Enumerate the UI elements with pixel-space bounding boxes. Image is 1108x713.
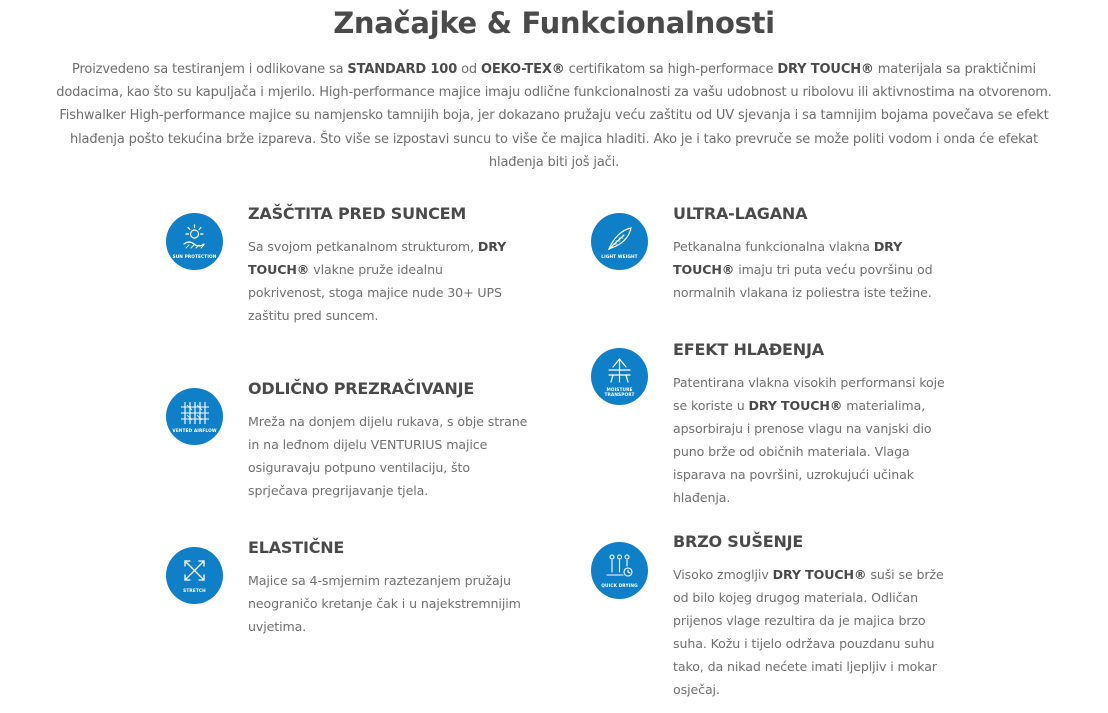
- intro-text: Proizvedeno sa testiranjem i odlikovane sa: [72, 62, 348, 77]
- icon-caption: LIGHT WEIGHT: [601, 255, 638, 260]
- intro-text: od: [457, 62, 481, 77]
- quick-drying-icon: [591, 542, 648, 599]
- icon-caption: TRANSPORT: [604, 393, 635, 398]
- feature-description: [673, 235, 958, 304]
- feature-text: Visoko zmogljiv: [673, 567, 773, 582]
- page-title: Značajke & Funkcionalnosti: [333, 6, 775, 40]
- icon-caption: SUN PROTECTION: [172, 255, 217, 260]
- feature-highlight: DRY TOUCH®: [673, 239, 903, 277]
- intro-highlight: DRY TOUCH®: [777, 62, 874, 77]
- feature-description: [248, 235, 523, 327]
- icon-caption: MOISTURE: [606, 388, 633, 393]
- feature-highlight: DRY TOUCH®: [772, 567, 867, 582]
- feature-title: ELASTIČNE: [248, 538, 345, 557]
- feature-title: ULTRA-LAGANA: [673, 204, 808, 223]
- sun-protection-icon: [166, 213, 223, 270]
- feature-description: [673, 563, 958, 701]
- feature-description: [673, 371, 958, 509]
- feature-text: imaju tri puta veću površinu od normalnih vlakana iz poliestra iste težine.: [673, 262, 933, 300]
- icon-caption: VENTED AIRFLOW: [172, 429, 217, 434]
- feature-text: suši se brže od bilo kojeg drugog materiala. Odličan prijenos vlage rezultira da je majica brzo suha. Kožu i tijelo održava pouzdanu suhu tako, da nikad nećete imati ljepljiv i mokar osječaj.: [673, 567, 944, 697]
- feature-title: BRZO SUŠENJE: [673, 532, 804, 551]
- intro-text: certifikatom sa high-performace: [564, 62, 778, 77]
- feature-text: Petkanalna funkcionalna vlakna: [673, 239, 874, 254]
- light-weight-icon: [591, 213, 648, 270]
- feature-title: ODLIČNO PREZRAČIVANJE: [248, 379, 475, 398]
- intro-highlight: STANDARD 100: [347, 62, 458, 77]
- feature-text: vlakne pruže idealnu pokrivenost, stoga majice nude 30+ UPS zaštitu pred suncem.: [248, 262, 502, 323]
- feature-title: EFEKT HLAĐENJA: [673, 340, 824, 359]
- feature-text: materialima, apsorbiraju i prenose vlagu na vanjski dio puno brže od običnih materiala. Vlaga isparava na površini, uzrokujući učinak hlađenja.: [673, 398, 932, 505]
- icon-caption: STRETCH: [183, 589, 206, 594]
- intro-text: materijala sa praktičnimi dodacima, kao što su kapuljača i mjerilo. High-performance majice imaju odlične funkcionalnosti za vašu udobnost u ribolovu ili aktivnostima na otvorenom. Fishwalker High-performance majice su namjensko tamnijih boja, jer dokazano pružaju veću zaštitu od UV sjevanja i sa tamnijim bojama povečava se efekt hlađenja pošto tekućina brže izpareva. Što više se izpostavi suncu to više če majica hladiti. Ako je i tako prevruče se može politi vodom i onda će efekat hlađenja biti još jači.: [56, 62, 1052, 170]
- moisture-transport-icon: [591, 348, 648, 405]
- feature-text: Patentirana vlakna visokih performansi koje se koriste u: [673, 375, 945, 413]
- vented-airflow-icon: [166, 388, 223, 445]
- feature-description: Majice sa 4-smjernim raztezanjem pružaju neograničo kretanje čak i u najekstremnijim uvjetima.: [248, 573, 521, 634]
- feature-title: ZAŠČTITA PRED SUNCEM: [248, 204, 467, 223]
- feature-highlight: DRY TOUCH®: [748, 398, 843, 413]
- intro-paragraph: [50, 58, 1058, 174]
- feature-text: Sa svojom petkanalnom strukturom,: [248, 239, 478, 254]
- intro-highlight: OEKO-TEX®: [480, 62, 565, 77]
- icon-caption: QUICK DRYING: [601, 584, 638, 589]
- stretch-icon: [166, 547, 223, 604]
- feature-highlight: DRY TOUCH®: [248, 239, 507, 277]
- feature-description: Mreža na donjem dijelu rukava, s obje strane in na leđnom dijelu VENTURIUS majice osiguravaju potpuno ventilaciju, što sprječava pregrijavanje tjela.: [248, 414, 528, 498]
